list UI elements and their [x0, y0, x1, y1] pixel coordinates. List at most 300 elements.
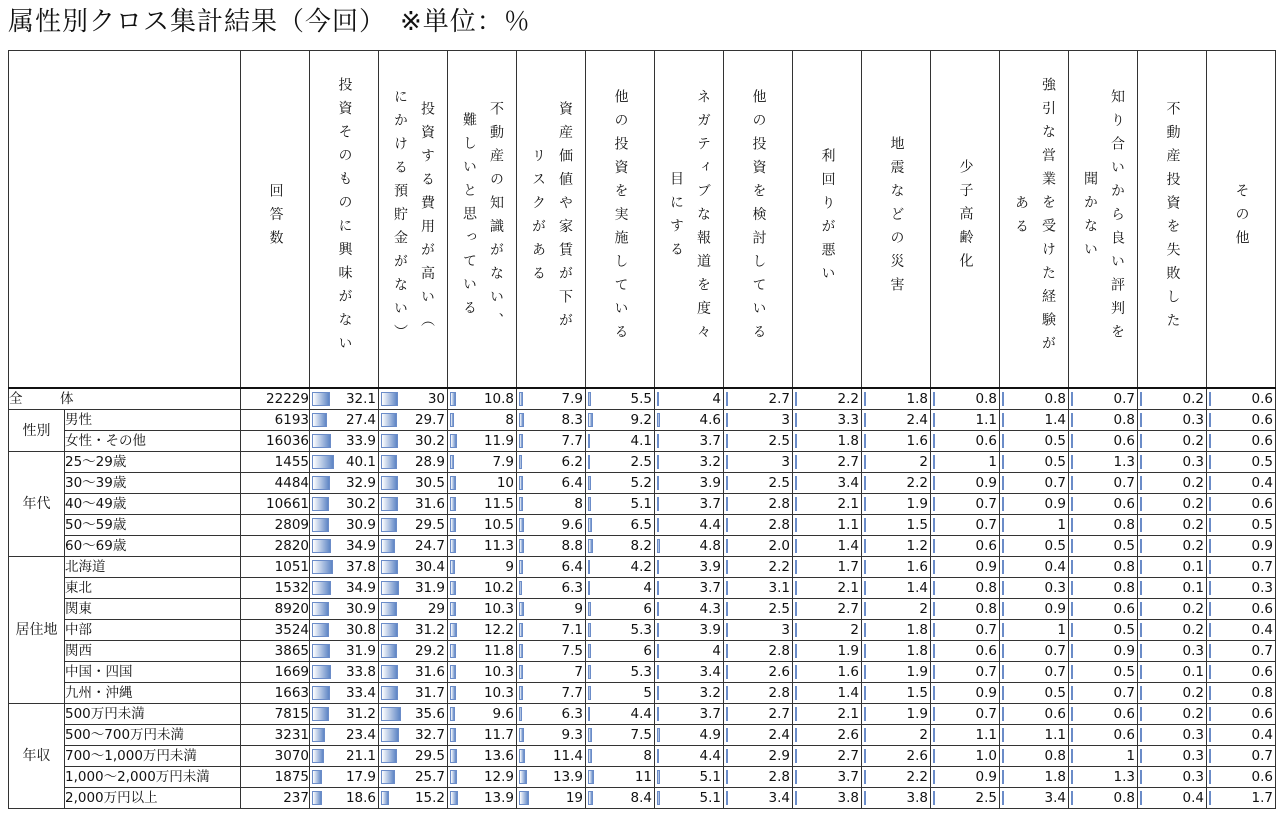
column-header-label: 投資する費用が高い（ にかける預貯金がない） [392, 88, 435, 348]
value-cell [310, 473, 379, 494]
value-text: 2.5 [768, 475, 790, 491]
value-cell [1069, 767, 1138, 788]
value-text: 9 [505, 559, 514, 575]
value-cell [655, 452, 724, 473]
value-cell [1207, 557, 1276, 578]
value-bar [381, 686, 398, 700]
value-bar [1209, 476, 1211, 490]
value-text: 4.4 [699, 748, 721, 764]
value-text: 4 [712, 391, 721, 407]
value-bar [795, 539, 797, 553]
value-text: 1.8 [837, 433, 859, 449]
value-text: 0.6 [1251, 664, 1273, 680]
value-bar [519, 665, 523, 679]
value-bar [933, 623, 935, 637]
value-text: 2.2 [768, 559, 790, 575]
value-bar [864, 434, 866, 448]
row-count: 1532 [241, 578, 310, 599]
value-text: 21.1 [345, 748, 376, 764]
value-cell [1207, 431, 1276, 452]
value-cell [586, 683, 655, 704]
value-cell [862, 599, 931, 620]
value-bar [933, 560, 935, 574]
value-bar [312, 497, 329, 511]
value-text: 1.9 [906, 706, 928, 722]
value-text: 8 [643, 748, 652, 764]
column-header-label: その他 [1233, 182, 1250, 254]
value-bar [795, 560, 797, 574]
value-bar [588, 581, 590, 595]
value-bar [381, 455, 397, 469]
value-text: 13.9 [552, 769, 583, 785]
value-bar [312, 434, 331, 448]
value-text: 2.7 [837, 748, 859, 764]
value-bar [588, 707, 590, 721]
table-row [9, 725, 1276, 746]
value-text: 4.2 [630, 559, 652, 575]
value-bar [519, 476, 523, 490]
value-bar [726, 413, 728, 427]
value-cell [862, 494, 931, 515]
value-cell [1069, 620, 1138, 641]
value-cell [655, 620, 724, 641]
value-text: 0.8 [1044, 391, 1066, 407]
value-cell [724, 725, 793, 746]
value-text: 2 [919, 601, 928, 617]
value-bar [1140, 770, 1142, 784]
row-count: 237 [241, 788, 310, 809]
row-count: 4484 [241, 473, 310, 494]
value-text: 4.1 [630, 433, 652, 449]
value-cell [931, 767, 1000, 788]
value-text: 0.9 [1113, 643, 1135, 659]
value-cell [1000, 641, 1069, 662]
value-bar [450, 686, 456, 700]
value-text: 1.7 [837, 559, 859, 575]
value-cell [1138, 683, 1207, 704]
row-sub-label: 北海道 [65, 557, 241, 578]
value-cell [448, 452, 517, 473]
value-bar [519, 455, 522, 469]
value-bar [657, 518, 659, 532]
value-cell [517, 704, 586, 725]
value-cell [724, 515, 793, 536]
value-bar [1071, 686, 1073, 700]
value-bar [519, 644, 523, 658]
value-cell [655, 725, 724, 746]
value-bar [1209, 644, 1211, 658]
value-bar [519, 497, 523, 511]
value-cell [1069, 641, 1138, 662]
value-cell [517, 578, 586, 599]
value-text: 0.6 [1251, 601, 1273, 617]
table-row [9, 788, 1276, 809]
value-cell [586, 641, 655, 662]
value-cell [1069, 599, 1138, 620]
value-cell [310, 683, 379, 704]
value-text: 3 [781, 454, 790, 470]
value-cell [310, 599, 379, 620]
value-text: 1.8 [906, 391, 928, 407]
value-bar [381, 539, 395, 553]
value-cell [793, 641, 862, 662]
value-bar [450, 791, 458, 805]
value-text: 24.7 [414, 538, 445, 554]
value-cell [1000, 494, 1069, 515]
value-cell [724, 767, 793, 788]
value-bar [1209, 623, 1211, 637]
value-bar [519, 707, 522, 721]
value-text: 0.9 [975, 559, 997, 575]
value-text: 1.1 [1044, 727, 1066, 743]
value-bar [795, 455, 797, 469]
value-bar [933, 728, 935, 742]
value-text: 11.4 [552, 748, 583, 764]
value-bar [1071, 728, 1073, 742]
value-bar [1071, 539, 1073, 553]
value-text: 0.8 [975, 601, 997, 617]
value-cell [379, 410, 448, 431]
value-text: 0.7 [1113, 475, 1135, 491]
value-cell [379, 767, 448, 788]
value-text: 2 [919, 454, 928, 470]
value-bar [864, 686, 866, 700]
value-text: 10.2 [483, 580, 514, 596]
value-bar [864, 707, 866, 721]
value-text: 2.8 [768, 496, 790, 512]
value-text: 0.1 [1182, 559, 1204, 575]
value-bar [450, 539, 456, 553]
value-bar [726, 770, 728, 784]
table-row [9, 578, 1276, 599]
row-count: 1663 [241, 683, 310, 704]
value-text: 35.6 [414, 706, 445, 722]
value-bar [450, 518, 456, 532]
value-text: 0.6 [1113, 433, 1135, 449]
value-bar [795, 413, 797, 427]
value-cell [1138, 767, 1207, 788]
value-bar [312, 539, 331, 553]
value-text: 2.2 [906, 475, 928, 491]
value-text: 2.1 [837, 496, 859, 512]
value-cell [862, 746, 931, 767]
value-bar [1209, 770, 1211, 784]
value-text: 1.0 [975, 748, 997, 764]
row-sub-label: 中国・四国 [65, 662, 241, 683]
value-text: 5.1 [630, 496, 652, 512]
value-cell [1138, 725, 1207, 746]
value-bar [1002, 665, 1004, 679]
table-row [9, 599, 1276, 620]
value-bar [1140, 602, 1142, 616]
value-cell [1000, 704, 1069, 725]
value-text: 0.3 [1182, 454, 1204, 470]
value-bar [795, 728, 797, 742]
value-cell [1138, 662, 1207, 683]
value-text: 2.1 [837, 580, 859, 596]
value-cell [586, 388, 655, 410]
value-bar [933, 413, 935, 427]
value-bar [1209, 518, 1211, 532]
value-text: 8.3 [561, 412, 583, 428]
value-text: 31.2 [345, 706, 376, 722]
value-bar [726, 476, 728, 490]
column-header-label: 強引な営業を受けた経験が ある [1013, 77, 1056, 359]
value-text: 2.7 [837, 601, 859, 617]
value-text: 40.1 [345, 454, 376, 470]
value-cell [1069, 388, 1138, 410]
table-body [9, 388, 1276, 809]
value-bar [864, 791, 866, 805]
value-text: 2 [850, 622, 859, 638]
value-cell [379, 536, 448, 557]
value-bar [450, 728, 456, 742]
value-text: 3.7 [699, 706, 721, 722]
value-text: 4 [712, 643, 721, 659]
column-header-label: 不動産投資を失敗した [1164, 100, 1181, 336]
value-cell [793, 704, 862, 725]
value-bar [933, 581, 935, 595]
value-bar [450, 644, 456, 658]
value-cell [655, 557, 724, 578]
value-cell [310, 452, 379, 473]
value-bar [933, 476, 935, 490]
value-text: 0.2 [1182, 685, 1204, 701]
value-bar [795, 476, 797, 490]
row-group-label: 性別 [9, 410, 65, 452]
value-cell [1207, 388, 1276, 410]
value-cell [517, 788, 586, 809]
value-cell [379, 683, 448, 704]
value-bar [1209, 686, 1211, 700]
value-bar [588, 602, 591, 616]
value-cell [1069, 536, 1138, 557]
value-cell [655, 599, 724, 620]
value-cell [310, 767, 379, 788]
value-bar [312, 392, 330, 406]
value-cell [931, 788, 1000, 809]
value-bar [795, 791, 797, 805]
value-cell [379, 515, 448, 536]
value-bar [519, 434, 523, 448]
value-cell [1069, 452, 1138, 473]
value-text: 0.7 [975, 706, 997, 722]
value-cell [655, 494, 724, 515]
value-text: 10 [496, 475, 514, 491]
value-text: 30 [427, 391, 445, 407]
value-text: 1.5 [906, 517, 928, 533]
value-bar [795, 434, 797, 448]
value-cell [655, 578, 724, 599]
value-cell [379, 473, 448, 494]
value-text: 11.9 [483, 433, 514, 449]
row-count: 16036 [241, 431, 310, 452]
value-bar [1002, 560, 1004, 574]
value-bar [588, 791, 593, 805]
value-bar [1209, 728, 1211, 742]
value-cell [448, 767, 517, 788]
value-bar [312, 791, 322, 805]
value-bar [1140, 392, 1142, 406]
row-count: 3865 [241, 641, 310, 662]
header-corner [9, 51, 241, 389]
value-text: 3.1 [768, 580, 790, 596]
value-text: 29.5 [414, 517, 445, 533]
value-text: 1 [1057, 622, 1066, 638]
value-text: 6.4 [561, 559, 583, 575]
value-bar [450, 392, 456, 406]
value-cell [517, 452, 586, 473]
value-text: 5 [643, 685, 652, 701]
value-cell [310, 641, 379, 662]
value-text: 3.7 [699, 580, 721, 596]
column-header [379, 51, 448, 389]
value-text: 2.6 [768, 664, 790, 680]
value-cell [655, 746, 724, 767]
value-cell [862, 704, 931, 725]
value-cell [724, 473, 793, 494]
value-bar [864, 623, 866, 637]
value-text: 0.6 [1113, 496, 1135, 512]
value-text: 7.9 [492, 454, 514, 470]
value-text: 4 [643, 580, 652, 596]
value-cell [862, 557, 931, 578]
value-cell [931, 452, 1000, 473]
value-text: 32.1 [345, 391, 376, 407]
value-cell [586, 746, 655, 767]
value-text: 29.7 [414, 412, 445, 428]
value-cell [1138, 452, 1207, 473]
value-text: 31.9 [345, 643, 376, 659]
value-bar [312, 560, 333, 574]
row-sub-label: 60〜69歳 [65, 536, 241, 557]
value-cell [655, 473, 724, 494]
value-bar [657, 665, 659, 679]
value-bar [588, 497, 591, 511]
value-text: 0.6 [1251, 706, 1273, 722]
value-bar [312, 476, 330, 490]
value-bar [1071, 707, 1073, 721]
value-text: 28.9 [414, 454, 445, 470]
table-row [9, 641, 1276, 662]
value-text: 1.1 [975, 412, 997, 428]
value-cell [310, 388, 379, 410]
value-text: 0.6 [975, 643, 997, 659]
value-text: 0.2 [1182, 517, 1204, 533]
value-text: 30.4 [414, 559, 445, 575]
value-text: 5.1 [699, 769, 721, 785]
value-text: 4.9 [699, 727, 721, 743]
crosstab-table [8, 50, 1276, 809]
value-cell [1000, 578, 1069, 599]
row-count: 6193 [241, 410, 310, 431]
table-row [9, 515, 1276, 536]
value-text: 1.8 [906, 622, 928, 638]
value-bar [1002, 518, 1004, 532]
value-text: 5.3 [630, 664, 652, 680]
value-text: 4.3 [699, 601, 721, 617]
value-cell [793, 452, 862, 473]
value-cell [931, 410, 1000, 431]
value-text: 5.3 [630, 622, 652, 638]
value-text: 0.4 [1251, 475, 1273, 491]
value-bar [657, 560, 659, 574]
value-cell [1207, 725, 1276, 746]
value-bar [864, 770, 866, 784]
value-bar [1209, 560, 1211, 574]
table-row [9, 473, 1276, 494]
value-cell [724, 494, 793, 515]
value-bar [1140, 749, 1142, 763]
value-bar [1140, 623, 1142, 637]
value-text: 23.4 [345, 727, 376, 743]
value-bar [795, 623, 797, 637]
value-text: 0.3 [1044, 580, 1066, 596]
value-text: 0.4 [1251, 622, 1273, 638]
value-bar [312, 455, 334, 469]
value-cell [793, 473, 862, 494]
value-bar [450, 413, 454, 427]
value-cell [1069, 725, 1138, 746]
value-bar [657, 644, 659, 658]
value-cell [310, 620, 379, 641]
value-cell [724, 578, 793, 599]
value-cell [517, 536, 586, 557]
value-text: 3.7 [837, 769, 859, 785]
value-text: 2.4 [906, 412, 928, 428]
value-text: 1.9 [906, 496, 928, 512]
value-cell [517, 599, 586, 620]
value-cell [793, 557, 862, 578]
value-bar [1071, 413, 1073, 427]
value-bar [1140, 560, 1142, 574]
table-row [9, 704, 1276, 725]
value-bar [1209, 455, 1211, 469]
column-header [1000, 51, 1069, 389]
value-bar [381, 644, 397, 658]
value-bar [588, 728, 592, 742]
value-cell [931, 515, 1000, 536]
value-text: 0.9 [975, 769, 997, 785]
value-text: 30.9 [345, 517, 376, 533]
value-bar [1071, 476, 1073, 490]
value-cell [379, 662, 448, 683]
value-bar [1002, 728, 1004, 742]
row-count: 1875 [241, 767, 310, 788]
value-bar [312, 518, 329, 532]
row-sub-label: 中部 [65, 620, 241, 641]
value-text: 11.8 [483, 643, 514, 659]
value-text: 0.6 [1044, 706, 1066, 722]
value-cell [586, 494, 655, 515]
value-cell [517, 473, 586, 494]
value-bar [1140, 686, 1142, 700]
row-group-label: 居住地 [9, 557, 65, 704]
value-text: 5.2 [630, 475, 652, 491]
column-header-label: 知り合いから良い評判を 聞かない [1082, 88, 1125, 348]
value-cell [931, 662, 1000, 683]
value-cell [517, 767, 586, 788]
value-bar [1071, 749, 1073, 763]
value-text: 0.8 [975, 391, 997, 407]
table-row [9, 746, 1276, 767]
value-cell [1069, 557, 1138, 578]
value-bar [726, 602, 728, 616]
value-text: 33.9 [345, 433, 376, 449]
value-text: 0.5 [1251, 454, 1273, 470]
value-cell [586, 410, 655, 431]
value-cell [1069, 515, 1138, 536]
